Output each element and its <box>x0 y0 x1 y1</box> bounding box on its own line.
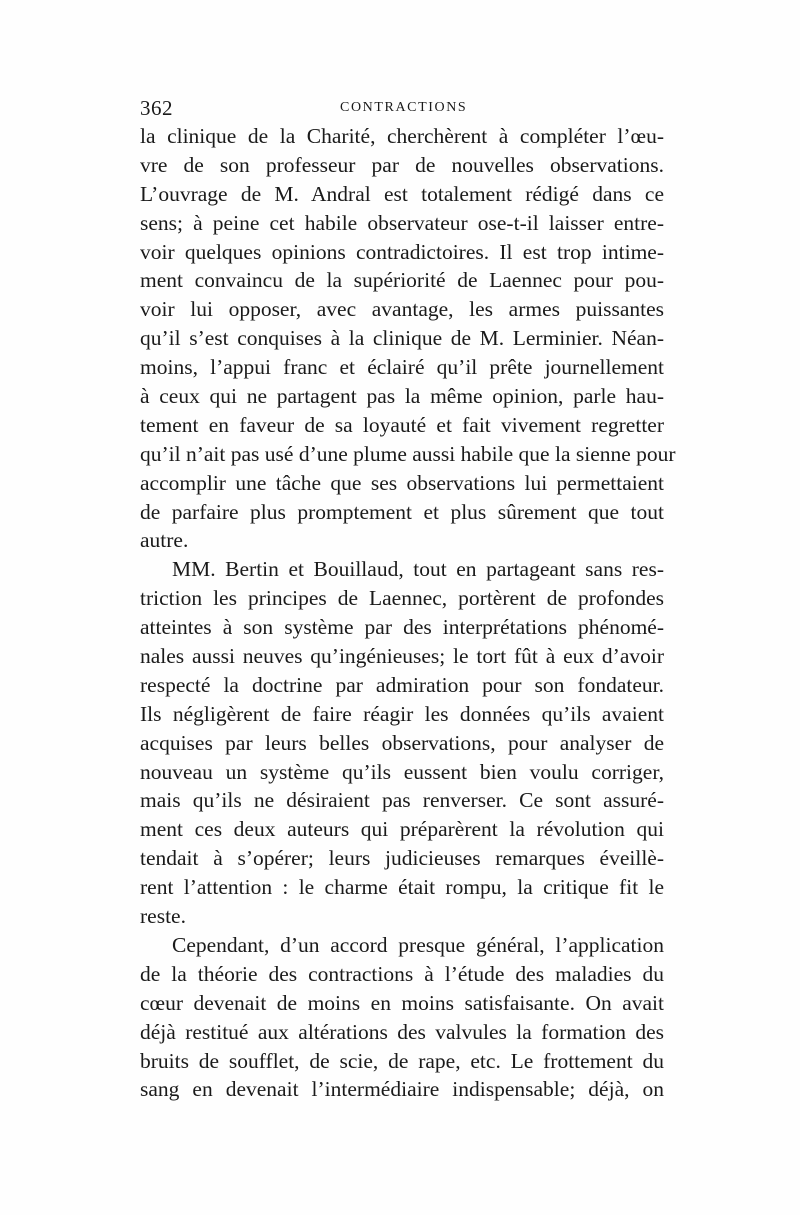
text-line: de la théorie des contractions à l’étude des maladies du <box>140 961 664 986</box>
running-title: CONTRACTIONS <box>340 100 468 115</box>
text-line: bruits de soufflet, de scie, de rape, etc. Le frottement du <box>140 1048 664 1073</box>
text-line: à ceux qui ne partagent pas la même opinion, parle hau- <box>140 384 664 409</box>
text-line: respecté la doctrine par admiration pour son fondateur. <box>140 672 664 697</box>
text-line: sens; à peine cet habile observateur ose-t-il laisser entre- <box>140 210 664 235</box>
text-line: reste. <box>140 904 186 929</box>
text-line: nales aussi neuves qu’ingénieuses; le tort fût à eux d’avoir <box>140 644 664 669</box>
text-line: moins, l’appui franc et éclairé qu’il prête journellement <box>140 355 664 380</box>
text-line: triction les principes de Laennec, portèrent de profondes <box>140 586 664 611</box>
text-line: vre de son professeur par de nouvelles observations. <box>140 152 664 177</box>
text-line: autre. <box>140 528 189 553</box>
text-line: acquises par leurs belles observations, pour analyser de <box>140 730 664 755</box>
text-line: atteintes à son système par des interprétations phénomé- <box>140 615 664 640</box>
body-text <box>140 122 676 1104</box>
text-line: mais qu’ils ne désiraient pas renverser. Ce sont assuré- <box>140 788 664 813</box>
text-line: cœur devenait de moins en moins satisfaisante. On avait <box>140 990 664 1015</box>
text-line: de parfaire plus promptement et plus sûrement que tout <box>140 499 664 524</box>
text-line: voir lui opposer, avec avantage, les armes puissantes <box>140 297 664 322</box>
text-line: accomplir une tâche que ses observations lui permettaient <box>140 470 664 495</box>
text-line: tendait à s’opérer; leurs judicieuses remarques éveillè- <box>140 846 664 871</box>
text-line: ment convaincu de la supériorité de Laennec pour pou- <box>140 268 664 293</box>
text-line: déjà restitué aux altérations des valvules la formation des <box>140 1019 664 1044</box>
text-line: voir quelques opinions contradictoires. Il est trop intime- <box>140 239 664 264</box>
page-header <box>140 96 664 120</box>
text-line: ment ces deux auteurs qui préparèrent la révolution qui <box>140 817 664 842</box>
text-line: Cependant, d’un accord presque général, l’application <box>172 932 664 957</box>
text-line: tement en faveur de sa loyauté et fait vivement regretter <box>140 412 664 437</box>
page-number: 362 <box>140 96 173 120</box>
text-line: la clinique de la Charité, cherchèrent à compléter l’œu- <box>140 124 664 148</box>
text-line: rent l’attention : le charme était rompu, la critique fit le <box>140 875 664 900</box>
text-line: L’ouvrage de M. Andral est totalement rédigé dans ce <box>140 181 664 206</box>
text-line: qu’il n’ait pas usé d’une plume aussi habile que la sienne pour <box>140 441 676 466</box>
text-line: nouveau un système qu’ils eussent bien voulu corriger, <box>140 759 664 784</box>
text-line: MM. Bertin et Bouillaud, tout en partageant sans res- <box>172 557 664 582</box>
text-line: qu’il s’est conquises à la clinique de M. Lerminier. Néan- <box>140 326 664 351</box>
text-line: Ils négligèrent de faire réagir les données qu’ils avaient <box>140 701 664 726</box>
text-line: sang en devenait l’intermédiaire indispensable; déjà, on <box>140 1077 664 1102</box>
